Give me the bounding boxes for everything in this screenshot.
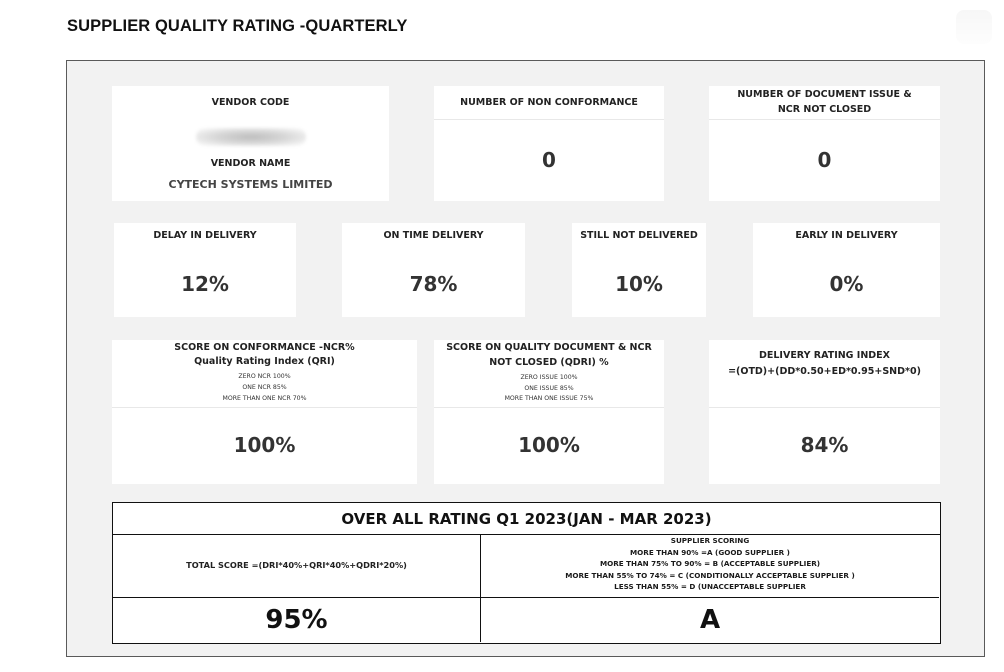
vendor-card <box>112 86 389 201</box>
divider <box>434 407 664 408</box>
qri-title-line1: SCORE ON CONFORMANCE -NCR% <box>174 342 355 353</box>
scoring-grade-b: MORE THAN 75% TO 90% = B (ACCEPTABLE SUPPLIER) <box>599 559 821 568</box>
vendor-code-label: VENDOR CODE <box>211 97 290 108</box>
decorative-shape <box>956 10 992 44</box>
qri-value: 100% <box>233 433 296 457</box>
non-conformance-label: NUMBER OF NON CONFORMANCE <box>460 97 638 108</box>
early-delivery-label: EARLY IN DELIVERY <box>795 230 898 241</box>
overall-rating-title: OVER ALL RATING Q1 2023(JAN - MAR 2023) <box>113 503 940 535</box>
still-not-delivered-label: STILL NOT DELIVERED <box>580 230 698 241</box>
dri-card <box>709 340 940 484</box>
supplier-scoring-title: SUPPLIER SCORING <box>670 536 750 545</box>
on-time-delivery-label: ON TIME DELIVERY <box>383 230 484 241</box>
document-issue-label-line2: NCR NOT CLOSED <box>777 104 872 115</box>
early-delivery-value: 0% <box>829 272 864 296</box>
divider <box>434 119 664 120</box>
scoring-grade-c: MORE THAN 55% TO 74% = C (CONDITIONALLY ACCEPTABLE SUPPLIER ) <box>565 570 855 580</box>
qri-rule-more: MORE THAN ONE NCR 70% <box>222 395 307 402</box>
scoring-grade-d: LESS THAN 55% = D (UNACCEPTABLE SUPPLIER <box>614 582 806 591</box>
divider <box>709 119 940 120</box>
qri-title-line2: Quality Rating Index (QRI) <box>194 356 335 367</box>
supplier-grade: A <box>699 605 721 635</box>
dri-title-line1: DELIVERY RATING INDEX <box>759 350 890 361</box>
dri-formula: =(OTD)+(DD*0.50+ED*0.95+SND*0) <box>728 366 921 377</box>
non-conformance-card <box>434 86 664 201</box>
qri-rule-one: ONE NCR 85% <box>242 384 287 391</box>
qri-rule-zero: ZERO NCR 100% <box>238 373 291 380</box>
qdri-value: 100% <box>518 433 580 457</box>
still-not-delivered-value: 10% <box>615 272 663 296</box>
scoring-grade-a: MORE THAN 90% =A (GOOD SUPPLIER ) <box>630 547 790 557</box>
vendor-name-label: VENDOR NAME <box>210 158 291 169</box>
overall-rating-table <box>112 502 941 644</box>
qdri-title-line1: SCORE ON QUALITY DOCUMENT & NCR <box>446 342 652 353</box>
redacted-vendor-code <box>196 128 306 146</box>
delay-delivery-label: DELAY IN DELIVERY <box>153 230 257 241</box>
document-issue-label-line1: NUMBER OF DOCUMENT ISSUE & <box>737 89 912 100</box>
total-score-value: 95% <box>265 605 328 635</box>
qdri-rule-one: ONE ISSUE 85% <box>524 385 574 392</box>
grade-value-cell <box>481 598 939 642</box>
qdri-rule-zero: ZERO ISSUE 100% <box>520 374 578 381</box>
page-title: SUPPLIER QUALITY RATING -QUARTERLY <box>67 17 408 35</box>
on-time-delivery-value: 78% <box>409 272 458 296</box>
vendor-name-value: CYTECH SYSTEMS LIMITED <box>168 178 333 191</box>
on-time-delivery-card <box>342 223 525 317</box>
non-conformance-value: 0 <box>542 148 556 172</box>
divider <box>709 407 940 408</box>
qdri-title-line2: NOT CLOSED (QDRI) % <box>489 357 609 368</box>
document-issue-value: 0 <box>817 148 832 172</box>
delay-delivery-card <box>114 223 296 317</box>
total-score-formula-cell <box>113 534 481 598</box>
supplier-scoring-cell <box>481 534 939 598</box>
qdri-card <box>434 340 664 484</box>
document-issue-card <box>709 86 940 201</box>
qdri-rule-more: MORE THAN ONE ISSUE 75% <box>504 395 594 402</box>
delay-delivery-value: 12% <box>181 272 229 296</box>
total-score-value-cell <box>113 598 481 642</box>
divider <box>112 407 417 408</box>
early-delivery-card <box>753 223 940 317</box>
still-not-delivered-card <box>572 223 706 317</box>
dri-value: 84% <box>800 433 849 457</box>
qri-card <box>112 340 417 484</box>
total-score-formula: TOTAL SCORE =(DRI*40%+QRI*40%+QDRI*20%) <box>186 560 407 570</box>
